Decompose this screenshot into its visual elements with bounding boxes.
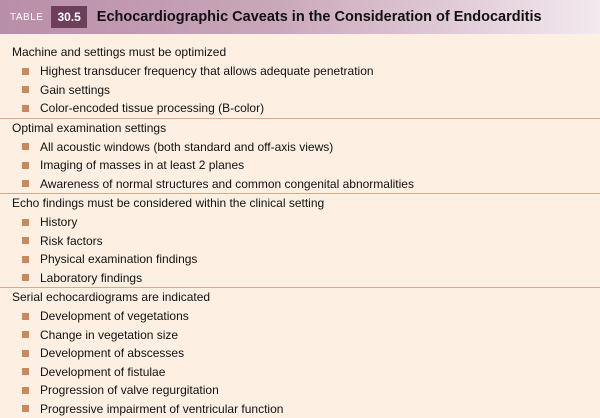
list-item-text: Color-encoded tissue processing (B-color) [40, 99, 264, 118]
square-bullet-icon [22, 274, 29, 281]
list-item [0, 269, 600, 288]
list-item-text: Development of fistulae [40, 363, 165, 382]
list-item-text: Physical examination findings [40, 250, 197, 269]
list-item [0, 250, 600, 269]
section-heading: Machine and settings must be optimized [0, 43, 600, 62]
table-body [0, 43, 600, 418]
table-header [0, 0, 600, 34]
list-item [0, 156, 600, 175]
section-heading: Serial echocardiograms are indicated [0, 288, 600, 307]
table-tag-label: TABLE [6, 12, 51, 23]
list-item [0, 326, 600, 345]
list-item [0, 363, 600, 382]
square-bullet-icon [22, 256, 29, 263]
section-serial-echocardiograms [0, 288, 600, 418]
list-item-text: Development of abscesses [40, 344, 184, 363]
list-item [0, 138, 600, 157]
list-item-text: All acoustic windows (both standard and off-axis views) [40, 138, 333, 157]
list-item [0, 175, 600, 194]
table-number: 30.5 [51, 6, 86, 28]
square-bullet-icon [22, 105, 29, 112]
list-item-text: Change in vegetation size [40, 326, 178, 345]
square-bullet-icon [22, 331, 29, 338]
list-item [0, 99, 600, 118]
list-item [0, 81, 600, 100]
square-bullet-icon [22, 313, 29, 320]
list-item [0, 232, 600, 251]
section-examination-settings [0, 119, 600, 195]
square-bullet-icon [22, 237, 29, 244]
list-item [0, 213, 600, 232]
list-item [0, 62, 600, 81]
table-title: Echocardiographic Caveats in the Consideration of Endocarditis [97, 9, 542, 25]
list-item-text: Progression of valve regurgitation [40, 381, 219, 400]
list-item-text: Progressive impairment of ventricular function [40, 400, 283, 418]
square-bullet-icon [22, 368, 29, 375]
list-item [0, 400, 600, 418]
list-item [0, 344, 600, 363]
list-item-text: History [40, 213, 77, 232]
section-clinical-setting [0, 194, 600, 288]
square-bullet-icon [22, 143, 29, 150]
list-item [0, 307, 600, 326]
square-bullet-icon [22, 180, 29, 187]
list-item-text: Awareness of normal structures and common congenital abnormalities [40, 175, 414, 194]
section-heading: Echo findings must be considered within the clinical setting [0, 194, 600, 213]
square-bullet-icon [22, 68, 29, 75]
list-item-text: Highest transducer frequency that allows adequate penetration [40, 62, 374, 81]
list-item-text: Gain settings [40, 81, 110, 100]
square-bullet-icon [22, 387, 29, 394]
table-tag [6, 6, 87, 28]
section-machine-settings [0, 43, 600, 119]
square-bullet-icon [22, 405, 29, 412]
square-bullet-icon [22, 219, 29, 226]
square-bullet-icon [22, 350, 29, 357]
square-bullet-icon [22, 162, 29, 169]
square-bullet-icon [22, 86, 29, 93]
list-item-text: Laboratory findings [40, 269, 142, 288]
list-item [0, 381, 600, 400]
section-heading: Optimal examination settings [0, 119, 600, 138]
list-item-text: Development of vegetations [40, 307, 189, 326]
list-item-text: Risk factors [40, 232, 103, 251]
list-item-text: Imaging of masses in at least 2 planes [40, 156, 244, 175]
